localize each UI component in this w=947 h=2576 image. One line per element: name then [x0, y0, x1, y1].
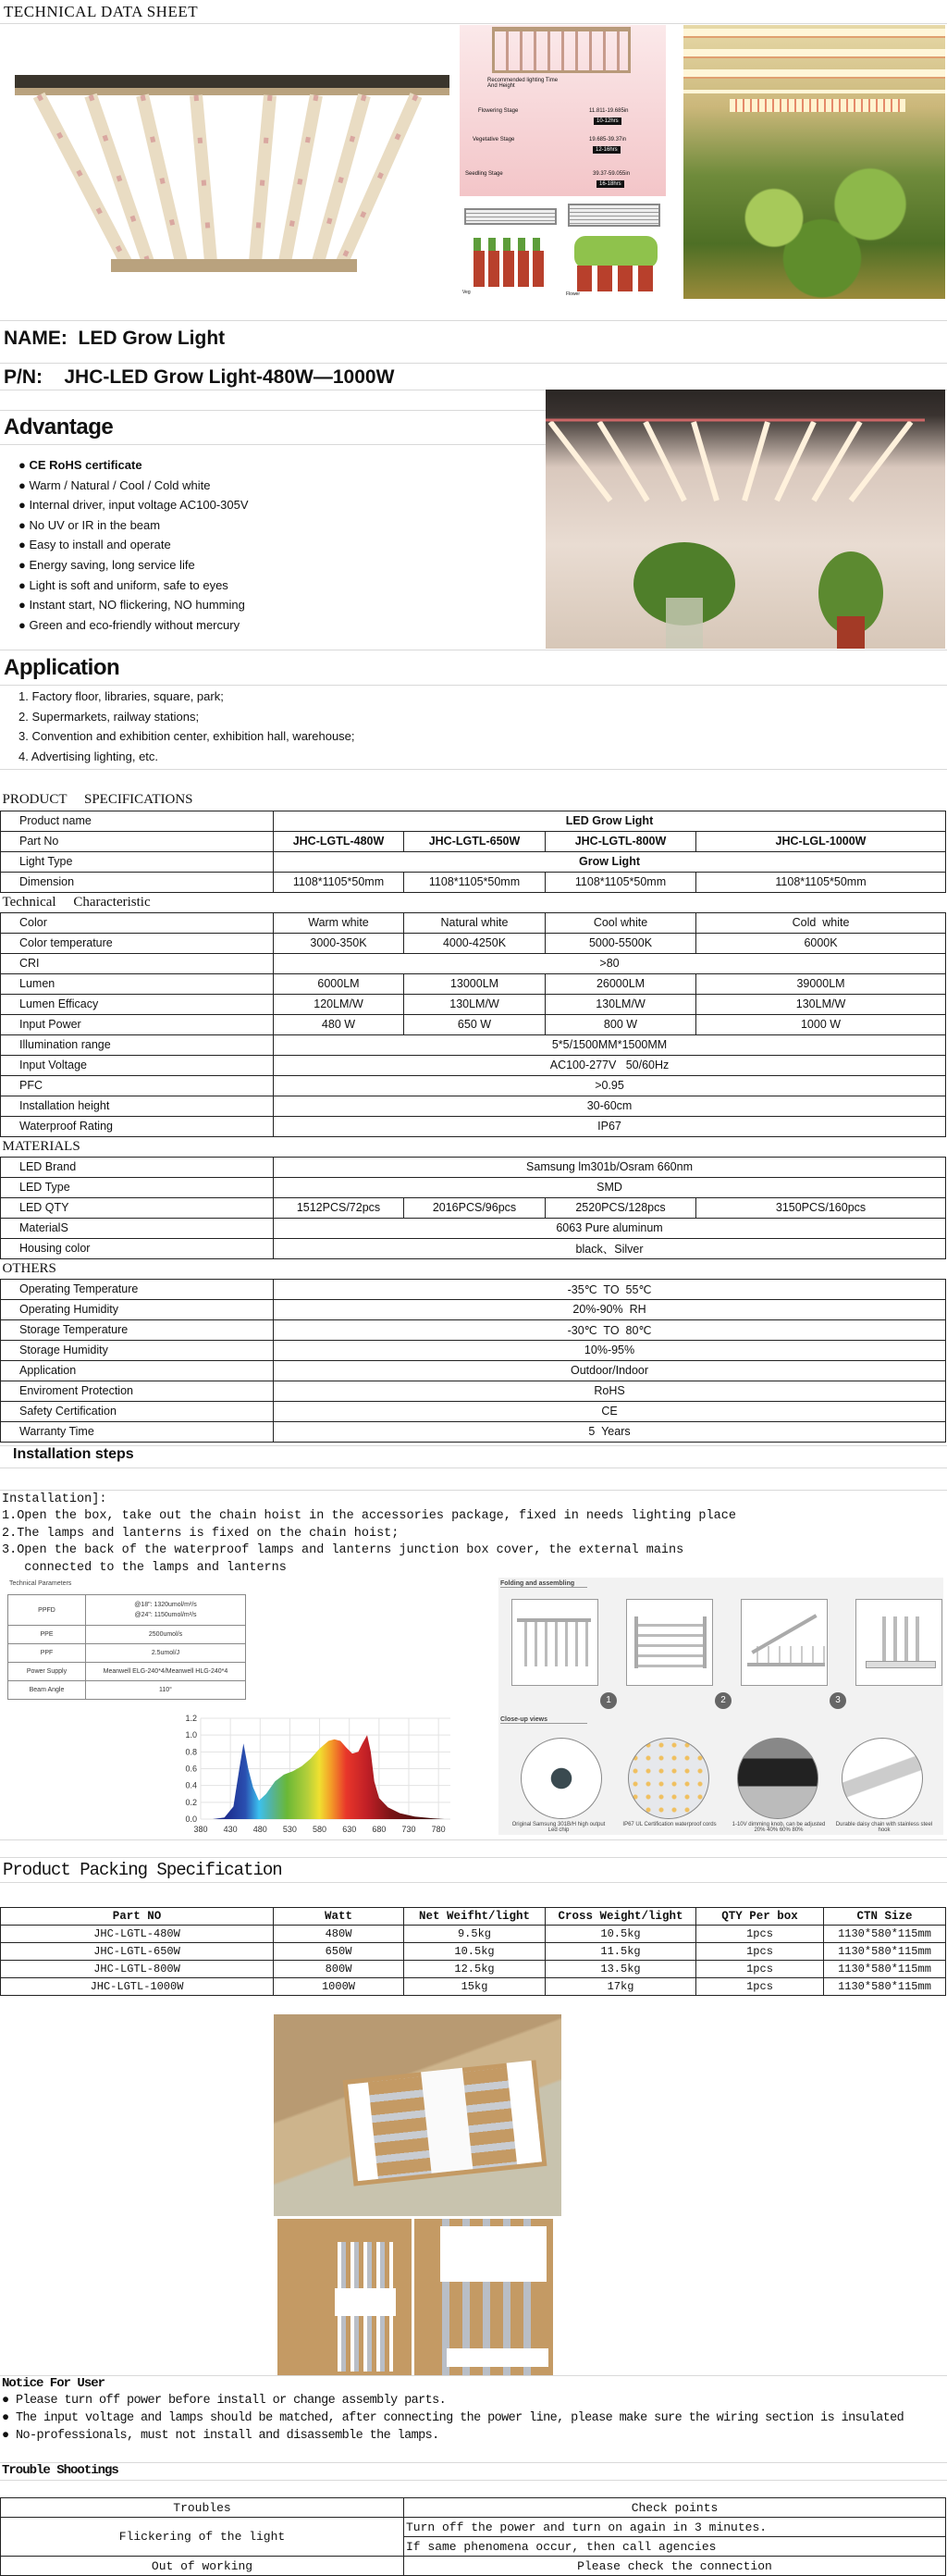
packing-column-header: Net Weifht/light [404, 1908, 546, 1926]
spec-value: 6063 Pure aluminum [274, 1218, 946, 1238]
spec-label: CRI [1, 953, 274, 973]
installation-heading: Installation steps [13, 1446, 134, 1462]
packing-photo-right [414, 2219, 553, 2375]
tech-params-title: Technical Parameters [9, 1580, 72, 1587]
notice-heading: Notice For User [2, 2376, 105, 2391]
notice-item: ● No-professionals, must not install and disassemble the lamps. [2, 2429, 439, 2443]
x-tick-label: 480 [252, 1825, 267, 1834]
stage-seedling [465, 171, 650, 187]
notice-item-text: Please turn off power before install or change assembly parts. [16, 2394, 447, 2408]
tech-param-label: Power Supply [8, 1663, 86, 1681]
spec-value: 20%-90% RH [274, 1299, 946, 1319]
trouble-cell: Out of working [1, 2557, 404, 2576]
spec-value: 650 W [404, 1014, 546, 1034]
spec-table [0, 790, 946, 1443]
packing-row [1, 1943, 946, 1961]
packing-cell: 1130*580*115mm [824, 1961, 946, 1978]
spec-row [1, 1381, 946, 1401]
grow-room-photo [683, 25, 945, 299]
spec-value: 6000LM [274, 973, 404, 994]
spec-value: Cold white [696, 912, 946, 933]
veg-plants-image [460, 199, 561, 301]
advantage-item: ● Energy saving, long service life [18, 558, 195, 572]
spec-value: CE [274, 1401, 946, 1421]
spec-value: 5*5/1500MM*1500MM [274, 1034, 946, 1055]
packing-photo-left [277, 2219, 412, 2375]
spec-value: >80 [274, 953, 946, 973]
spec-value: 5 Years [274, 1421, 946, 1442]
tech-param-label: PPFD [8, 1595, 86, 1626]
packing-cell: 10.5kg [546, 1926, 696, 1943]
spec-value: 39000LM [696, 973, 946, 994]
spec-value: JHC-LGTL-480W [274, 831, 404, 851]
tech-param-value-line: @24": 1150umol/m²/s [134, 1612, 197, 1618]
spec-value: 2520PCS/128pcs [546, 1197, 696, 1218]
spec-value: 130LM/W [696, 994, 946, 1014]
installation-step: 2.The lamps and lanterns is fixed on the chain hoist; [2, 1526, 400, 1541]
packing-cell: JHC-LGTL-480W [1, 1926, 274, 1943]
tech-param-value-line: Meanwell ELG-240*4/Meanwell HLG-240*4 [103, 1668, 228, 1675]
packing-cell: 1130*580*115mm [824, 1943, 946, 1961]
spec-value: RoHS [274, 1381, 946, 1401]
installation-step: 1.Open the box, take out the chain hoist in the accessories package, fixed in needs lighting place [2, 1509, 736, 1523]
packing-cell: JHC-LGTL-1000W [1, 1978, 274, 1996]
spec-value: SMD [274, 1177, 946, 1197]
spec-section-header [1, 892, 946, 912]
spec-label: Input Voltage [1, 1055, 274, 1075]
advantage-item: ● Instant start, NO flickering, NO humming [18, 598, 245, 613]
tech-param-value-line: @18": 1320umol/m²/s [134, 1602, 197, 1608]
spec-row [1, 1218, 946, 1238]
spec-value: 1108*1105*50mm [404, 872, 546, 892]
advantage-item-text: Energy saving, long service life [29, 558, 195, 572]
spec-value: JHC-LGTL-800W [546, 831, 696, 851]
stage-height: 11.811-19.685in [589, 108, 629, 114]
application-heading: Application [4, 655, 120, 680]
tech-param-label: Beam Angle [8, 1681, 86, 1700]
spec-value: 130LM/W [546, 994, 696, 1014]
grow-light-room-photo [546, 390, 945, 649]
closeup-chain-hook [842, 1738, 923, 1819]
tech-param-value [86, 1644, 246, 1663]
y-tick-label: 0.8 [185, 1747, 197, 1757]
stage-height: 39.37-59.055in [593, 171, 631, 177]
x-tick-label: 380 [193, 1825, 208, 1834]
spec-row [1, 994, 946, 1014]
x-tick-label: 580 [313, 1825, 327, 1834]
packing-row [1, 1926, 946, 1943]
product-name [4, 328, 225, 350]
packing-header-row [1, 1908, 946, 1926]
packing-cell: 17kg [546, 1978, 696, 1996]
advantage-item: ● CE RoHS certificate [18, 458, 142, 472]
spec-row [1, 1421, 946, 1442]
spec-row [1, 1034, 946, 1055]
spec-value: 2016PCS/96pcs [404, 1197, 546, 1218]
spec-value: 1108*1105*50mm [274, 872, 404, 892]
trouble-row [1, 2518, 946, 2537]
advantage-item: ● No UV or IR in the beam [18, 517, 161, 532]
spec-label: Lumen Efficacy [1, 994, 274, 1014]
caption-chain: Durable daisy chain with stainless steel hook [835, 1822, 933, 1833]
packing-photo-top [274, 2014, 561, 2216]
caption-flower: Flower [566, 291, 581, 297]
spec-value: Warm white [274, 912, 404, 933]
spec-value: 10%-95% [274, 1340, 946, 1360]
spec-value: LED Grow Light [274, 811, 946, 831]
caption-chip: Original Samsung 301B/H high output Led chip [511, 1822, 606, 1833]
stage-hours: 12-16hrs [593, 146, 621, 154]
closeup-led-chips [628, 1738, 709, 1819]
application-item: 1. Factory floor, libraries, square, park; [18, 689, 224, 703]
spec-row [1, 872, 946, 892]
spec-value: 120LM/W [274, 994, 404, 1014]
spec-row [1, 973, 946, 994]
installation-intro: Installation]: [2, 1492, 107, 1506]
spec-row [1, 1401, 946, 1421]
spec-row [1, 1340, 946, 1360]
spec-value: AC100-277V 50/60Hz [274, 1055, 946, 1075]
spec-label: Installation height [1, 1096, 274, 1116]
tech-param-value [86, 1663, 246, 1681]
lighting-height-diagram [460, 25, 666, 196]
x-tick-label: 430 [223, 1825, 238, 1834]
step-badge-1: 1 [600, 1692, 617, 1709]
col-troubles: Troubles [1, 2498, 404, 2518]
spec-row [1, 953, 946, 973]
part-number [4, 366, 394, 389]
spec-label: Illumination range [1, 1034, 274, 1055]
pn-label: P/N: [4, 366, 43, 388]
folding-title: Folding and assembling [500, 1580, 587, 1588]
spec-label: Storage Humidity [1, 1340, 274, 1360]
spec-value: 1000 W [696, 1014, 946, 1034]
spec-row [1, 1116, 946, 1136]
advantage-item: ● Internal driver, input voltage AC100-305V [18, 498, 249, 513]
spec-row [1, 1177, 946, 1197]
packing-table [0, 1907, 946, 1996]
diagram-title: Recommended lighting Time And Height [487, 78, 559, 89]
installation-step: connected to the lamps and lanterns [2, 1561, 287, 1576]
packing-column-header: QTY Per box [696, 1908, 824, 1926]
col-check-points: Check points [404, 2498, 946, 2518]
name-value: LED Grow Light [78, 328, 226, 349]
y-tick-label: 0.4 [185, 1780, 197, 1790]
trouble-heading: Trouble Shootings [2, 2463, 118, 2478]
tech-param-row [8, 1626, 246, 1644]
packing-column-header: CTN Size [824, 1908, 946, 1926]
pn-value: JHC-LED Grow Light-480W—1000W [64, 366, 395, 388]
spec-row [1, 851, 946, 872]
stage-hours: 10-12hrs [594, 118, 621, 125]
notice-item: ● Please turn off power before install or change assembly parts. [2, 2394, 447, 2408]
caption-cords: IP67 UL Certification waterproof cords [622, 1822, 717, 1827]
notice-item: ● The input voltage and lamps should be matched, after connecting the power line, please make sure the wiring section is insulated [2, 2411, 904, 2425]
packing-cell: 9.5kg [404, 1926, 546, 1943]
spec-value: 6000K [696, 933, 946, 953]
application-item: 2. Supermarkets, railway stations; [18, 709, 200, 724]
spec-label: Dimension [1, 872, 274, 892]
stage-height: 19.685-39.37in [589, 137, 627, 142]
spec-value: Natural white [404, 912, 546, 933]
packing-column-header: Part NO [1, 1908, 274, 1926]
spec-label: Application [1, 1360, 274, 1381]
spec-label: Color temperature [1, 933, 274, 953]
spec-row [1, 811, 946, 831]
packing-cell: 11.5kg [546, 1943, 696, 1961]
tech-param-value [86, 1626, 246, 1644]
advantage-item-text: Internal driver, input voltage AC100-305V [29, 498, 249, 513]
advantage-heading: Advantage [4, 415, 114, 440]
spec-label: MaterialS [1, 1218, 274, 1238]
spec-row [1, 1360, 946, 1381]
tech-param-row [8, 1595, 246, 1626]
packing-cell: 1pcs [696, 1926, 824, 1943]
packing-cell: 12.5kg [404, 1961, 546, 1978]
spec-value: 4000-4250K [404, 933, 546, 953]
name-label: NAME: [4, 328, 68, 349]
stage-label: Flowering Stage [478, 108, 519, 114]
spec-label: Storage Temperature [1, 1319, 274, 1340]
spec-value: 5000-5500K [546, 933, 696, 953]
spec-row [1, 933, 946, 953]
advantage-item-text: No UV or IR in the beam [29, 517, 161, 532]
stage-label: Seedling Stage [465, 171, 503, 177]
packing-cell: 13.5kg [546, 1961, 696, 1978]
spec-row [1, 831, 946, 851]
packing-cell: 800W [274, 1961, 404, 1978]
packing-cell: 1pcs [696, 1961, 824, 1978]
packing-cell: 1pcs [696, 1943, 824, 1961]
packing-row [1, 1961, 946, 1978]
section-title: MATERIALS [1, 1136, 946, 1157]
spec-value: 3000-350K [274, 933, 404, 953]
step-badge-3: 3 [830, 1692, 846, 1709]
spec-value: 13000LM [404, 973, 546, 994]
spec-value: 26000LM [546, 973, 696, 994]
flower-plants-image [563, 199, 666, 301]
spec-value: 130LM/W [404, 994, 546, 1014]
spec-section-header [1, 1136, 946, 1157]
spec-row [1, 912, 946, 933]
stage-hours: 16-18hrs [596, 180, 624, 188]
spec-label: Lumen [1, 973, 274, 994]
tech-params-table [7, 1594, 246, 1700]
trouble-cell: Flickering of the light [1, 2518, 404, 2557]
spec-label: Part No [1, 831, 274, 851]
tech-param-value [86, 1681, 246, 1700]
spec-value: Outdoor/Indoor [274, 1360, 946, 1381]
spec-row [1, 1197, 946, 1218]
advantage-item: ● Warm / Natural / Cool / Cold white [18, 477, 211, 492]
spec-label: Light Type [1, 851, 274, 872]
tech-param-label: PPF [8, 1644, 86, 1663]
caption-dimmer: 1-10V dimming knob, can be adjusted 20% 40% 60% 80% [732, 1822, 826, 1833]
x-tick-label: 630 [342, 1825, 357, 1834]
y-tick-label: 1.2 [185, 1714, 197, 1723]
closeup-dimmer-knob [737, 1738, 818, 1819]
packing-row [1, 1978, 946, 1996]
tech-param-value-line: 2.5umol/J [151, 1650, 180, 1656]
trouble-table [0, 2497, 946, 2576]
trouble-header-row [1, 2498, 946, 2518]
check-cell: Turn off the power and turn on again in 3 minutes. [404, 2518, 946, 2537]
spec-value: black、Silver [274, 1238, 946, 1258]
closeup-connector [521, 1738, 602, 1819]
spec-value: 800 W [546, 1014, 696, 1034]
packing-cell: 1130*580*115mm [824, 1978, 946, 1996]
spec-value: 3150PCS/160pcs [696, 1197, 946, 1218]
spec-value: Samsung lm301b/Osram 660nm [274, 1157, 946, 1177]
packing-cell: 1000W [274, 1978, 404, 1996]
spec-value: JHC-LGTL-650W [404, 831, 546, 851]
packing-cell: 15kg [404, 1978, 546, 1996]
advantage-item-text: Warm / Natural / Cool / Cold white [29, 477, 211, 492]
advantage-item-text: Instant start, NO flickering, NO humming [29, 598, 245, 613]
sheet-title: TECHNICAL DATA SHEET [4, 3, 199, 20]
packing-cell: JHC-LGTL-650W [1, 1943, 274, 1961]
spec-label: Safety Certification [1, 1401, 274, 1421]
closeup-title: Close-up views [500, 1716, 587, 1724]
notice-item-text: No-professionals, must not install and disassemble the lamps. [16, 2429, 439, 2443]
spec-value: Cool white [546, 912, 696, 933]
advantage-item-text: Easy to install and operate [29, 538, 171, 552]
check-cell: Please check the connection [404, 2557, 946, 2576]
spec-value: JHC-LGL-1000W [696, 831, 946, 851]
caption-veg: Veg [462, 290, 471, 295]
spec-label: Operating Temperature [1, 1279, 274, 1299]
spec-row [1, 1299, 946, 1319]
stage-label: Vegetative Stage [473, 137, 515, 142]
advantage-item-text: Light is soft and uniform, safe to eyes [29, 577, 228, 592]
spec-value: 30-60cm [274, 1096, 946, 1116]
advantage-item: ● Easy to install and operate [18, 538, 171, 552]
spec-row [1, 1096, 946, 1116]
packing-cell: 650W [274, 1943, 404, 1961]
section-title: Technical Characteristic [1, 892, 946, 912]
spec-value: >0.95 [274, 1075, 946, 1096]
spec-value: Grow Light [274, 851, 946, 872]
spec-value: -35℃ TO 55℃ [274, 1279, 946, 1299]
spec-label: Operating Humidity [1, 1299, 274, 1319]
check-cell: If same phenomena occur, then call agencies [404, 2537, 946, 2557]
spec-label: Product name [1, 811, 274, 831]
y-tick-label: 0.6 [185, 1764, 197, 1774]
folding-assembling-panel [498, 1578, 943, 1835]
spec-row [1, 1238, 946, 1258]
tech-param-value-line: 110° [159, 1687, 172, 1693]
spec-value: 1108*1105*50mm [696, 872, 946, 892]
spec-label: Color [1, 912, 274, 933]
advantage-item: ● Green and eco-friendly without mercury [18, 617, 240, 632]
tech-param-row [8, 1681, 246, 1700]
spectrum-chart [176, 1710, 458, 1839]
spec-label: PFC [1, 1075, 274, 1096]
fixture-product-image [9, 69, 458, 282]
spectrum-area [213, 1735, 445, 1819]
spec-label: LED Brand [1, 1157, 274, 1177]
stage-vegetative [473, 137, 648, 153]
x-tick-label: 530 [282, 1825, 297, 1834]
spec-row [1, 1157, 946, 1177]
spec-row [1, 1319, 946, 1340]
tech-param-value [86, 1595, 246, 1626]
spec-value: IP67 [274, 1116, 946, 1136]
x-tick-label: 680 [372, 1825, 387, 1834]
packing-cell: 1130*580*115mm [824, 1926, 946, 1943]
section-title: OTHERS [1, 1258, 946, 1279]
step-badge-2: 2 [715, 1692, 732, 1709]
spec-section-header [1, 1258, 946, 1279]
notice-item-text: The input voltage and lamps should be matched, after connecting the power line, please make sure the wiring section is insulated [16, 2411, 904, 2425]
advantage-item-text: CE RoHS certificate [29, 458, 142, 472]
packing-cell: 480W [274, 1926, 404, 1943]
advantage-item: ● Light is soft and uniform, safe to eyes [18, 577, 228, 592]
stage-flowering [478, 108, 654, 124]
installation-step: 3.Open the back of the waterproof lamps and lanterns junction box cover, the external mains [2, 1543, 684, 1558]
spec-label: LED Type [1, 1177, 274, 1197]
packing-column-header: Cross Weight/light [546, 1908, 696, 1926]
spec-row [1, 1279, 946, 1299]
tech-param-value-line: 2500umol/s [148, 1631, 183, 1638]
application-item: 3. Convention and exhibition center, exhibition hall, warehouse; [18, 729, 355, 744]
x-tick-label: 730 [401, 1825, 416, 1834]
tech-param-row [8, 1663, 246, 1681]
spec-label: Waterproof Rating [1, 1116, 274, 1136]
trouble-row [1, 2557, 946, 2576]
spec-value: 1512PCS/72pcs [274, 1197, 404, 1218]
y-tick-label: 0.0 [185, 1814, 197, 1824]
spec-label: LED QTY [1, 1197, 274, 1218]
packing-cell: JHC-LGTL-800W [1, 1961, 274, 1978]
x-tick-label: 780 [431, 1825, 446, 1834]
tech-param-label: PPE [8, 1626, 86, 1644]
spec-label: Warranty Time [1, 1421, 274, 1442]
y-tick-label: 0.2 [185, 1797, 197, 1807]
spec-label: Input Power [1, 1014, 274, 1034]
spec-row [1, 1014, 946, 1034]
y-tick-label: 1.0 [185, 1730, 197, 1740]
advantage-item-text: Green and eco-friendly without mercury [29, 617, 240, 632]
spec-row [1, 1055, 946, 1075]
spec-value: 480 W [274, 1014, 404, 1034]
section-title: PRODUCT SPECIFICATIONS [1, 790, 946, 811]
spec-section-header [1, 790, 946, 811]
packing-cell: 10.5kg [404, 1943, 546, 1961]
packing-cell: 1pcs [696, 1978, 824, 1996]
tech-param-row [8, 1644, 246, 1663]
packing-column-header: Watt [274, 1908, 404, 1926]
application-item: 4. Advertising lighting, etc. [18, 749, 159, 763]
spec-value: 1108*1105*50mm [546, 872, 696, 892]
spec-row [1, 1075, 946, 1096]
spec-label: Enviroment Protection [1, 1381, 274, 1401]
spec-label: Housing color [1, 1238, 274, 1258]
spec-value: -30℃ TO 80℃ [274, 1319, 946, 1340]
packing-heading: Product Packing Specification [3, 1860, 282, 1880]
